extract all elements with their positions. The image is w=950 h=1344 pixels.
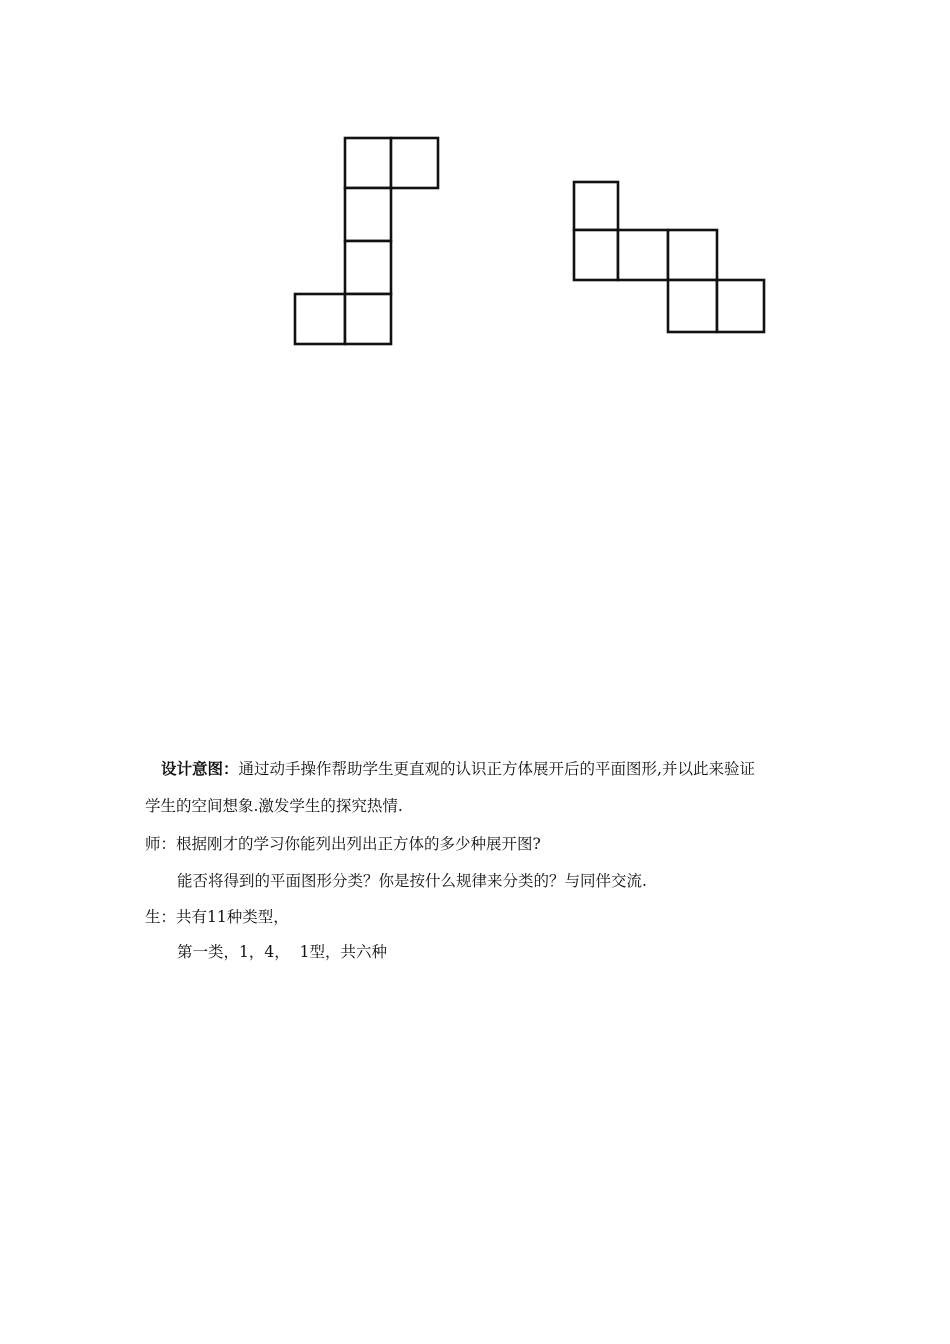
- net-square: [574, 230, 618, 280]
- teacher-speaker: 师：: [145, 835, 177, 853]
- net-square: [391, 138, 438, 188]
- student-line1: [145, 910, 289, 926]
- student-speaker: 生：: [145, 908, 177, 926]
- net-square: [345, 188, 391, 241]
- student-answer1: 共有11种类型，: [176, 908, 289, 926]
- net-square: [574, 182, 618, 230]
- cube-net-right: [574, 182, 764, 332]
- teacher-line1: [145, 837, 541, 853]
- design-intent-text: 通过动手操作帮助学生更直观的认识正方体展开后的平面图形,并以此来验证: [238, 760, 755, 778]
- net-square: [668, 280, 717, 332]
- teacher-question2: 能否将得到的平面图形分类？你是按什么规律来分类的？与同伴交流.: [177, 872, 647, 890]
- design-intent-line1: [161, 762, 755, 778]
- design-intent-line2: 学生的空间想象.激发学生的探究热情.: [145, 797, 403, 815]
- student-answer2: 第一类，1，4， 1型，共六种: [177, 943, 387, 961]
- net-square: [717, 280, 764, 332]
- cube-net-left: [295, 138, 438, 344]
- cube-nets-figure: [0, 0, 950, 420]
- net-square: [618, 230, 668, 280]
- net-square: [345, 138, 391, 188]
- net-square: [295, 294, 345, 344]
- net-square: [345, 294, 391, 344]
- design-intent-label: 设计意图：: [161, 760, 239, 778]
- net-square: [668, 230, 717, 280]
- net-square: [345, 241, 391, 294]
- teacher-question1: 根据刚才的学习你能列出列出正方体的多少种展开图?: [176, 835, 541, 853]
